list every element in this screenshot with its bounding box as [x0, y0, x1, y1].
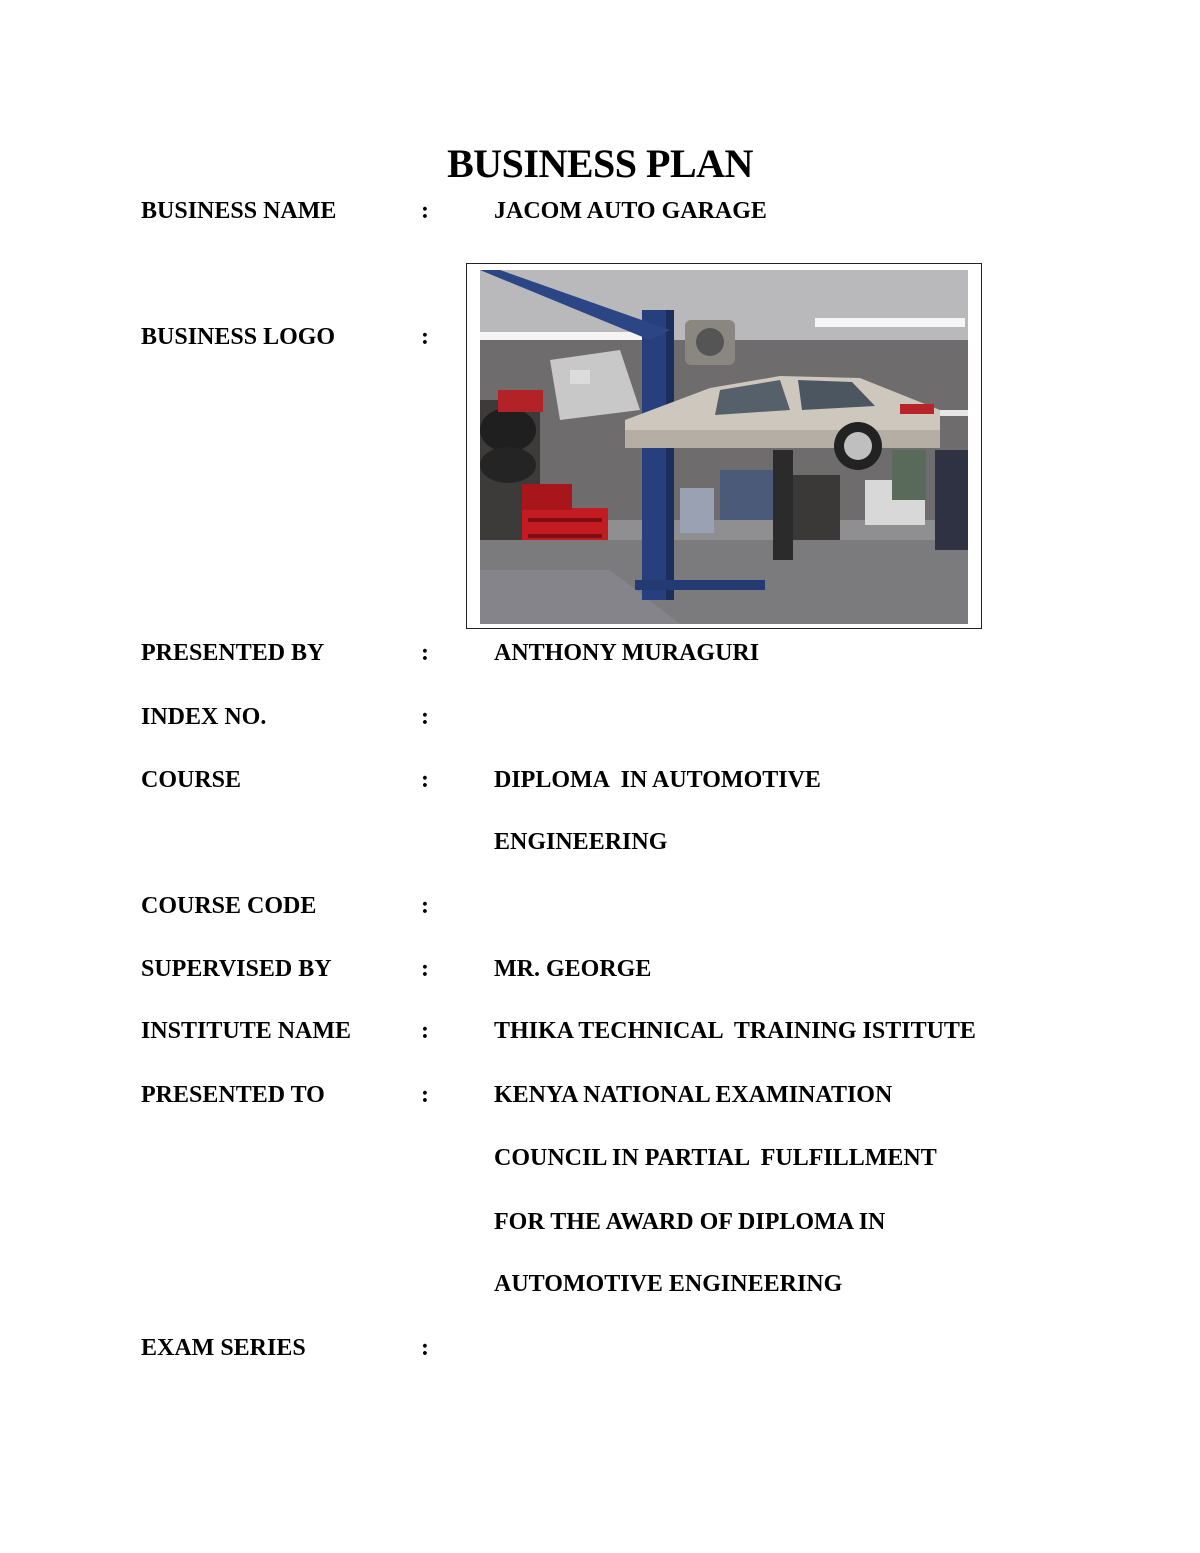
- supervised-by-colon: :: [421, 956, 429, 982]
- index-no-colon: :: [421, 704, 429, 730]
- presented-by-colon: :: [421, 640, 429, 666]
- presented-to-value-line-1: KENYA NATIONAL EXAMINATION: [494, 1082, 893, 1108]
- course-code-label: COURSE CODE: [141, 893, 317, 919]
- course-value-line-1: DIPLOMA IN AUTOMOTIVE: [494, 767, 821, 793]
- presented-to-label: PRESENTED TO: [141, 1082, 325, 1108]
- business-name-colon: :: [421, 198, 429, 224]
- business-name-value: JACOM AUTO GARAGE: [494, 198, 767, 224]
- presented-by-label: PRESENTED BY: [141, 640, 325, 666]
- supervised-by-value: MR. GEORGE: [494, 956, 652, 982]
- presented-to-value-line-3: FOR THE AWARD OF DIPLOMA IN: [494, 1209, 886, 1235]
- page-title: BUSINESS PLAN: [447, 141, 753, 186]
- business-logo-colon: :: [421, 324, 429, 350]
- supervised-by-label: SUPERVISED BY: [141, 956, 332, 982]
- presented-to-value-line-2: COUNCIL IN PARTIAL FULFILLMENT: [494, 1145, 937, 1171]
- business-logo-label: BUSINESS LOGO: [141, 324, 336, 350]
- presented-to-colon: :: [421, 1082, 429, 1108]
- index-no-label: INDEX NO.: [141, 704, 267, 730]
- business-logo-frame: [466, 263, 982, 629]
- course-label: COURSE: [141, 767, 242, 793]
- institute-name-value: THIKA TECHNICAL TRAINING ISTITUTE: [494, 1018, 976, 1044]
- course-code-colon: :: [421, 893, 429, 919]
- exam-series-colon: :: [421, 1335, 429, 1361]
- course-colon: :: [421, 767, 429, 793]
- institute-name-label: INSTITUTE NAME: [141, 1018, 352, 1044]
- garage-photo: [480, 270, 968, 624]
- presented-by-value: ANTHONY MURAGURI: [494, 640, 760, 666]
- exam-series-label: EXAM SERIES: [141, 1335, 306, 1361]
- presented-to-value-line-4: AUTOMOTIVE ENGINEERING: [494, 1271, 843, 1297]
- institute-name-colon: :: [421, 1018, 429, 1044]
- course-value-line-2: ENGINEERING: [494, 829, 668, 855]
- business-name-label: BUSINESS NAME: [141, 198, 337, 224]
